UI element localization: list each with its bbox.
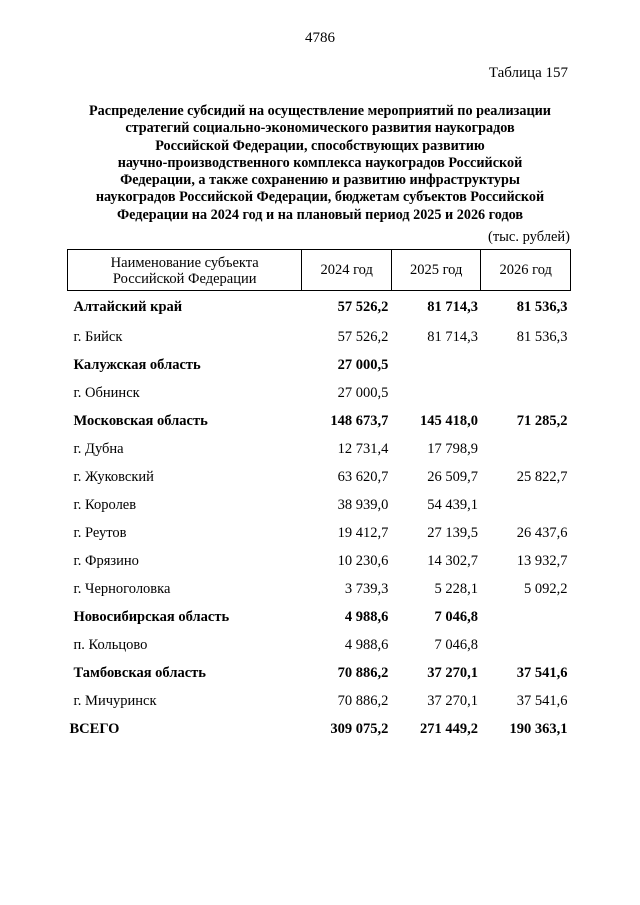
value-2024: 70 886,2	[337, 692, 389, 709]
document-title	[62, 103, 578, 224]
value-2026	[481, 435, 571, 463]
title-line: Российской Федерации, способствующих развитию	[155, 137, 485, 154]
total-2024: 309 075,2	[330, 720, 389, 737]
city-name: г. Дубна	[73, 440, 124, 457]
city-name: г. Обнинск	[73, 384, 140, 401]
city-name: г. Жуковский	[73, 468, 154, 485]
value-2025: 81 714,3	[427, 298, 478, 315]
value-2026: 81 536,3	[516, 328, 568, 345]
region-name: Московская область	[73, 412, 208, 429]
value-2024: 3 739,3	[344, 580, 389, 597]
table-row-city	[68, 519, 571, 547]
value-2024: 63 620,7	[337, 468, 389, 485]
table-row-region	[68, 291, 571, 324]
value-2024: 148 673,7	[330, 412, 389, 429]
value-2024: 4 988,6	[344, 636, 389, 653]
city-name: г. Бийск	[73, 328, 123, 345]
region-name: Калужская область	[73, 356, 201, 373]
value-2025: 145 418,0	[419, 412, 478, 429]
total-2026: 190 363,1	[509, 720, 568, 737]
total-2025: 271 449,2	[419, 720, 478, 737]
title-line: наукоградов Российской Федерации, бюджетам субъектов Российской	[95, 189, 545, 206]
units-note: (тыс. рублей)	[488, 229, 570, 245]
table-row-city	[68, 575, 571, 603]
value-2026	[481, 631, 571, 659]
value-2024: 10 230,6	[337, 552, 389, 569]
header-2026: 2026 год	[481, 250, 571, 291]
table-row-region	[68, 603, 571, 631]
value-2025: 54 439,1	[427, 496, 478, 513]
value-2026	[481, 379, 571, 407]
city-name: г. Черноголовка	[73, 580, 171, 597]
header-region-name	[68, 250, 302, 291]
title-line: научно-производственного комплекса наукоградов Российской	[117, 154, 523, 171]
value-2024: 27 000,5	[337, 356, 389, 373]
table-row-region	[68, 351, 571, 379]
value-2025: 27 139,5	[427, 524, 478, 541]
value-2026: 26 437,6	[516, 524, 568, 541]
value-2026	[481, 491, 571, 519]
value-2026: 71 285,2	[516, 412, 568, 429]
value-2026: 37 541,6	[516, 664, 568, 681]
header-2025: 2025 год	[391, 250, 481, 291]
table-row-total	[68, 715, 571, 743]
region-name: Алтайский край	[73, 298, 183, 315]
page-number: 4786	[305, 30, 335, 46]
value-2024: 57 526,2	[337, 298, 389, 315]
table-row-region	[68, 659, 571, 687]
table-row-city	[68, 547, 571, 575]
table-row-city	[68, 491, 571, 519]
table-row-region	[68, 407, 571, 435]
value-2025: 17 798,9	[427, 440, 478, 457]
header-name-line: Наименование субъекта	[110, 255, 259, 271]
table-row-city	[68, 379, 571, 407]
value-2024: 38 939,0	[337, 496, 389, 513]
table-row-city	[68, 631, 571, 659]
region-name: Новосибирская область	[73, 608, 230, 625]
city-name: г. Мичуринск	[73, 692, 157, 709]
value-2026	[481, 351, 571, 379]
value-2024: 19 412,7	[337, 524, 389, 541]
value-2025: 5 228,1	[434, 580, 478, 597]
total-label: ВСЕГО	[69, 720, 120, 737]
value-2025: 37 270,1	[427, 692, 478, 709]
value-2026: 25 822,7	[516, 468, 568, 485]
subsidy-table	[67, 249, 571, 743]
value-2025: 26 509,7	[427, 468, 478, 485]
value-2025: 14 302,7	[427, 552, 478, 569]
value-2024: 4 988,6	[344, 608, 389, 625]
title-line: Федерации на 2024 год и на плановый период 2025 и 2026 годов	[116, 206, 524, 223]
table-header-row	[68, 250, 571, 291]
table-row-city	[68, 323, 571, 351]
header-name-line: Российской Федерации	[112, 271, 257, 287]
value-2025: 81 714,3	[427, 328, 478, 345]
value-2024: 57 526,2	[337, 328, 389, 345]
value-2026: 5 092,2	[524, 580, 568, 597]
table-row-city	[68, 687, 571, 715]
city-name: г. Королев	[73, 496, 137, 513]
city-name: п. Кольцово	[73, 636, 148, 653]
value-2025: 7 046,8	[434, 636, 478, 653]
value-2026	[481, 603, 571, 631]
value-2025: 37 270,1	[427, 664, 478, 681]
value-2024: 12 731,4	[337, 440, 389, 457]
title-line: Распределение субсидий на осуществление мероприятий по реализации	[89, 103, 551, 119]
title-line: Федерации, а также сохранению и развитию инфраструктуры	[120, 172, 520, 189]
value-2025	[391, 351, 481, 379]
value-2026: 81 536,3	[516, 298, 568, 315]
city-name: г. Реутов	[73, 524, 127, 541]
city-name: г. Фрязино	[73, 552, 139, 569]
table-label: Таблица 157	[488, 65, 568, 81]
value-2025	[391, 379, 481, 407]
region-name: Тамбовская область	[73, 664, 206, 681]
table-row-city	[68, 435, 571, 463]
value-2024: 70 886,2	[337, 664, 389, 681]
value-2026: 37 541,6	[516, 692, 568, 709]
value-2025: 7 046,8	[434, 608, 478, 625]
value-2024: 27 000,5	[337, 384, 389, 401]
title-line: стратегий социально-экономического развития наукоградов	[125, 120, 515, 137]
header-2024: 2024 год	[302, 250, 392, 291]
table-row-city	[68, 463, 571, 491]
value-2026: 13 932,7	[516, 552, 568, 569]
